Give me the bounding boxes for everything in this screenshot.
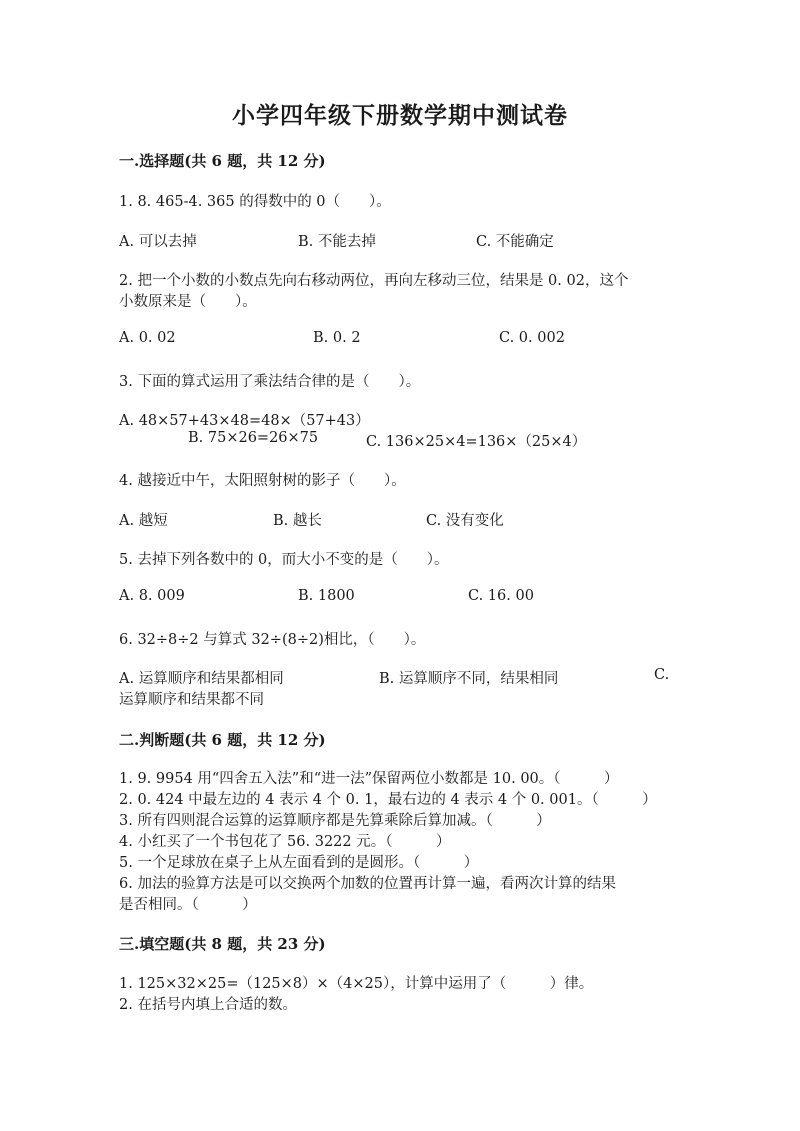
option-c: C. 不能确定 [476, 234, 554, 250]
option-b: B. 75×26=26×75 [188, 430, 319, 446]
question-stem: 1. 8. 465-4. 365 的得数中的 0（ ）。 [119, 194, 391, 210]
option-a: A. 48×57+43×48=48×（57+43） [119, 413, 370, 429]
section-heading-choice: 一.选择题(共 6 题，共 12 分) [119, 152, 326, 170]
judge-item: 1. 9. 9954 用“四舍五入法”和“进一法”保留两位小数都是 10. 00。（ ） [119, 771, 619, 787]
option-b: B. 运算顺序不同，结果相同 [379, 671, 559, 687]
fill-item: 1. 125×32×25=（125×8）×（4×25），计算中运用了（ ）律。 [119, 976, 594, 992]
question-stem: 5. 去掉下列各数中的 0，而大小不变的是（ ）。 [119, 552, 449, 568]
judge-item: 4. 小红买了一个书包花了 56. 3222 元。（ ） [119, 834, 451, 850]
option-a: A. 越短 [119, 513, 168, 529]
option-c: C. 没有变化 [426, 513, 504, 529]
judge-item: 5. 一个足球放在桌子上从左面看到的是圆形。（ ） [119, 855, 479, 871]
option-a: A. 0. 02 [119, 330, 176, 346]
judge-item-continued: 是否相同。（ ） [119, 897, 257, 913]
fill-item: 2. 在括号内填上合适的数。 [119, 997, 297, 1013]
option-c-label: C. [654, 667, 670, 683]
option-b: B. 0. 2 [313, 330, 361, 346]
question-stem: 4. 越接近中午，太阳照射树的影子（ ）。 [119, 473, 406, 489]
judge-item: 6. 加法的验算方法是可以交换两个加数的位置再计算一遍，看两次计算的结果 [119, 876, 616, 892]
judge-item: 2. 0. 424 中最左边的 4 表示 4 个 0. 1，最右边的 4 表示 4 个 0. 001。（ ） [119, 792, 657, 808]
option-b: B. 1800 [298, 588, 355, 604]
question-stem: 6. 32÷8÷2 与算式 32÷(8÷2)相比，（ ）。 [119, 632, 426, 648]
option-b: B. 越长 [273, 513, 322, 529]
question-stem: 2. 把一个小数的小数点先向右移动两位，再向左移动三位，结果是 0. 02，这个 [119, 273, 629, 289]
option-b: B. 不能去掉 [298, 234, 376, 250]
section-heading-fill: 三.填空题(共 8 题，共 23 分) [119, 935, 326, 953]
page-title: 小学四年级下册数学期中测试卷 [232, 102, 568, 129]
question-stem: 3. 下面的算式运用了乘法结合律的是（ ）。 [119, 374, 421, 390]
option-a: A. 8. 009 [119, 588, 185, 604]
section-heading-judge: 二.判断题(共 6 题，共 12 分) [119, 731, 326, 749]
option-c: C. 16. 00 [468, 588, 534, 604]
option-c-text: 运算顺序和结果都不同 [119, 692, 264, 708]
option-a: A. 运算顺序和结果都相同 [119, 671, 284, 687]
judge-item: 3. 所有四则混合运算的运算顺序都是先算乘除后算加减。（ ） [119, 813, 551, 829]
option-c: C. 0. 002 [499, 330, 565, 346]
question-stem-continued: 小数原来是（ ）。 [119, 294, 257, 310]
option-a: A. 可以去掉 [119, 234, 197, 250]
option-c: C. 136×25×4=136×（25×4） [366, 434, 587, 450]
